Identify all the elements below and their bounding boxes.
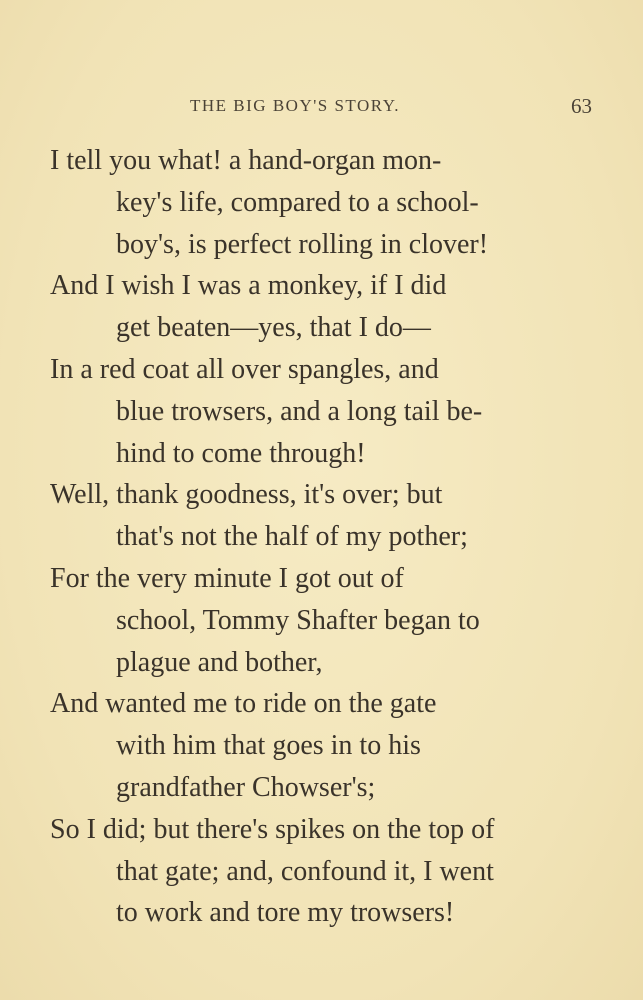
poem-line: that's not the half of my pother; <box>116 521 468 553</box>
running-title: THE BIG BOY'S STORY. <box>190 96 401 115</box>
poem-line: boy's, is perfect rolling in clover! <box>116 228 489 260</box>
poem-line: to work and tore my trowsers! <box>116 897 455 929</box>
poem-line: And wanted me to ride on the gate <box>50 688 437 720</box>
poem-line: I tell you what! a hand-organ mon- <box>50 145 442 176</box>
poem-text <box>0 140 643 934</box>
poem-line: Well, thank goodness, it's over; but <box>50 479 443 511</box>
poem-line: And I wish I was a monkey, if I did <box>50 270 447 302</box>
poem-line: with him that goes in to his <box>116 730 421 762</box>
poem-line: key's life, compared to a school- <box>116 186 479 218</box>
poem-line: blue trowsers, and a long tail be- <box>116 395 483 427</box>
poem-line: school, Tommy Shafter began to <box>116 604 480 636</box>
poem-line: So I did; but there's spikes on the top of <box>50 813 495 845</box>
poem-line: In a red coat all over spangles, and <box>50 353 439 385</box>
poem-line: plague and bother, <box>116 646 323 678</box>
page-number: 63 <box>571 94 592 118</box>
poem-line: For the very minute I got out of <box>50 562 404 594</box>
poem-line: get beaten—yes, that I do— <box>116 312 431 344</box>
poem-line: grandfather Chowser's; <box>116 771 376 803</box>
page-header <box>0 96 643 122</box>
poem-line: hind to come through! <box>116 437 366 469</box>
poem-line: that gate; and, confound it, I went <box>116 855 494 887</box>
